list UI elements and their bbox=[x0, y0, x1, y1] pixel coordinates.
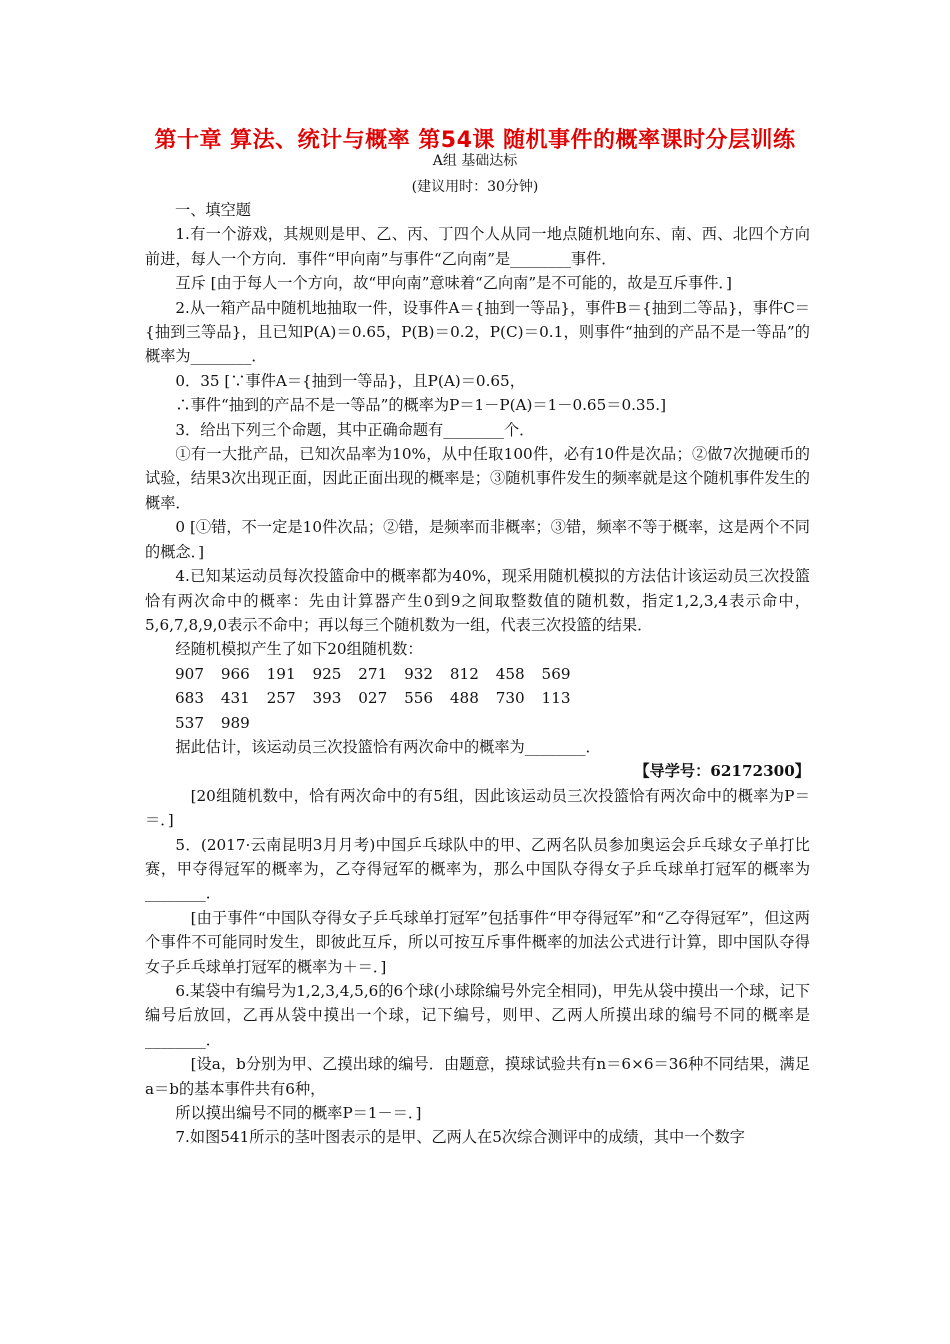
question-7: 7.如图541所示的茎叶图表示的是甲、乙两人在5次综合测评中的成绩，其中一个数字 bbox=[175, 1128, 745, 1147]
random-numbers-row-1: 907 966 191 925 271 932 812 458 569 bbox=[175, 664, 571, 683]
question-6: 6.某袋中有编号为1,2,3,4,5,6的6个球(小球除编号外完全相同)，甲先从袋中摸出一个球，记下编号后放回，乙再从袋中摸出一个球，记下编号，则甲、乙两人所摸出球的编号不同的概率是________． bbox=[145, 982, 810, 1049]
answer-6-line-1: [设a，b分别为甲、乙摸出球的编号．由题意，摸球试验共有n＝6×6＝36种不同结果，满足a＝b的基本事件共有6种， bbox=[145, 1055, 810, 1098]
question-1: 1.有一个游戏，其规则是甲、乙、丙、丁四个人从同一地点随机地向东、南、西、北四个方向前进，每人一个方向．事件“甲向南”与事件“乙向南”是________事件． bbox=[145, 225, 810, 268]
answer-6-line-2: 所以摸出编号不同的概率P＝1－＝．] bbox=[175, 1104, 422, 1123]
question-3-items: ①有一大批产品，已知次品率为10%，从中任取100件，必有10件是次品；②做7次抛硬币的试验，结果3次出现正面，因此正面出现的概率是；③随机事件发生的频率就是这个随机事件发生的概率． bbox=[145, 445, 810, 512]
answer-3: 0 [①错，不一定是10件次品；②错，是频率而非概率；③错，频率不等于概率，这是两个不同的概念．] bbox=[145, 518, 810, 561]
time-suggestion: (建议用时：30分钟) bbox=[411, 179, 539, 195]
answer-5: [由于事件“中国队夺得女子乒乓球单打冠军”包括事件“甲夺得冠军”和“乙夺得冠军”，但这两个事件不可能同时发生，即彼此互斥，所以可按互斥事件概率的加法公式进行计算，即中国队夺得女子乒乓球单打冠军的概率为＋＝．] bbox=[145, 908, 810, 976]
page-title: 第十章 算法、统计与概率 第54课 随机事件的概率课时分层训练 bbox=[154, 128, 796, 153]
answer-4: [20组随机数中，恰有两次命中的有5组，因此该运动员三次投篮恰有两次命中的概率为P＝＝．] bbox=[145, 786, 810, 830]
question-3: 3．给出下列三个命题，其中正确命题有________个． bbox=[175, 420, 535, 439]
random-numbers-row-3: 537 989 bbox=[175, 713, 250, 732]
question-5: 5．(2017·云南昆明3月月考)中国乒乓球队中的甲、乙两名队员参加奥运会乒乓球女子单打比赛，甲夺得冠军的概率为，乙夺得冠军的概率为，那么中国队夺得女子乒乓球单打冠军的概率为________． bbox=[145, 835, 810, 903]
document-body bbox=[145, 198, 810, 1150]
question-4-ask: 据此估计，该运动员三次投篮恰有两次命中的概率为________． bbox=[175, 737, 601, 756]
group-label: A组 基础达标 bbox=[432, 153, 518, 169]
question-4: 4.已知某运动员每次投篮命中的概率都为40%，现采用随机模拟的方法估计该运动员三次投篮恰有两次命中的概率：先由计算器产生0到9之间取整数值的随机数，指定1,2,3,4表示命中，5,6,7,8,9,0表示不命中；再以每三个随机数为一组，代表三次投篮的结果． bbox=[145, 567, 810, 634]
answer-2-line-1: 0．35 [∵事件A＝{抽到一等品}，且P(A)＝0.65， bbox=[175, 371, 525, 390]
answer-1: 互斥 [由于每人一个方向，故“甲向南”意味着“乙向南”是不可能的，故是互斥事件．] bbox=[175, 274, 732, 293]
section-heading: 一、填空题 bbox=[175, 201, 251, 219]
question-4-intro: 经随机模拟产生了如下20组随机数： bbox=[175, 640, 423, 659]
question-2: 2.从一箱产品中随机地抽取一件，设事件A＝{抽到一等品}，事件B＝{抽到二等品}，事件C＝{抽到三等品}，且已知P(A)＝0.65，P(B)＝0.2，P(C)＝0.1，则事件“抽到的产品不是一等品”的概率为________． bbox=[145, 298, 810, 366]
answer-2-line-2: ∴事件“抽到的产品不是一等品”的概率为P＝1－P(A)＝1－0.65＝0.35.] bbox=[175, 396, 667, 415]
random-numbers-row-2: 683 431 257 393 027 556 488 730 113 bbox=[175, 689, 571, 708]
study-reference-number: 【导学号：62172300】 bbox=[634, 762, 810, 781]
